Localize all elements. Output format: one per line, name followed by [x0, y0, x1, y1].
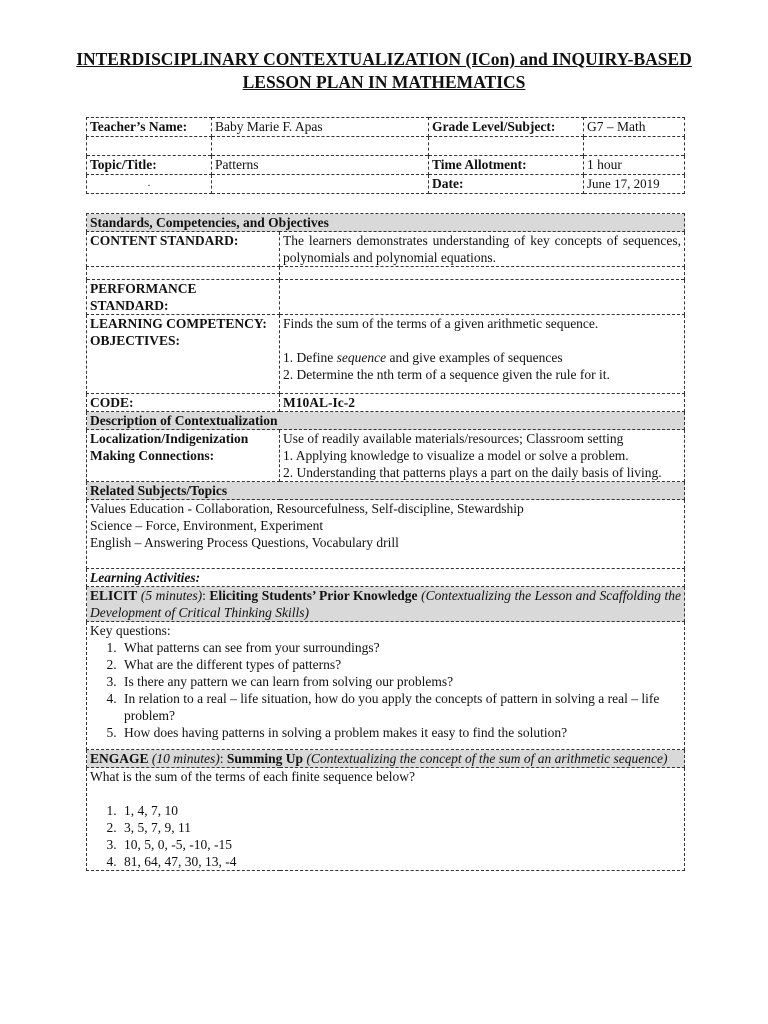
list-item: 3. 10, 5, 0, -5, -10, -15 [120, 836, 681, 853]
engage-description: (Contextualizing the concept of the sum of an arithmetic sequence) [303, 751, 668, 766]
objectives-label: OBJECTIVES: [90, 333, 181, 348]
related-heading: Related Subjects/Topics [87, 482, 685, 500]
engage-body [87, 768, 685, 871]
performance-standard-value [280, 280, 685, 315]
date-value: June 17, 2019 [584, 175, 685, 194]
engage-heading: ENGAGE (10 minutes): Summing Up (Contextualizing the concept of the sum of an arithmetic sequence) [87, 750, 685, 768]
elicit-title: Eliciting Students’ Prior Knowledge [209, 588, 418, 603]
making-connections-label: Making Connections: [90, 448, 215, 463]
list-item: 1. What patterns can see from your surroundings? [120, 639, 681, 656]
code-value: M10AL-Ic-2 [280, 394, 685, 412]
learning-activities-heading: Learning Activities: [87, 569, 685, 587]
time-value: 1 hour [584, 156, 685, 175]
list-item: 5. How does having patterns in solving a problem makes it easy to find the solution? [120, 724, 681, 741]
connection-1: 1. Applying knowledge to visualize a model or solve a problem. [283, 448, 629, 463]
elicit-body-row [87, 622, 685, 750]
list-item: 4. 81, 64, 47, 30, 13, -4 [120, 853, 681, 870]
learning-competency-label: LEARNING COMPETENCY: [90, 316, 267, 331]
document-title-line-1: INTERDISCIPLINARY CONTEXTUALIZATION (ICon) and INQUIRY-BASED [76, 49, 692, 69]
learning-competency-value: Finds the sum of the terms of a given arithmetic sequence. [283, 316, 599, 331]
related-heading-row [87, 482, 685, 500]
list-item: 3. Is there any pattern we can learn from solving our problems? [120, 673, 681, 690]
content-standard-value: The learners demonstrates understanding of key concepts of sequences, polynomials and polynomial equations. [280, 232, 685, 267]
localization-label: Localization/Indigenization [90, 431, 249, 446]
related-item: English – Answering Process Questions, Vocabulary drill [90, 535, 399, 550]
standards-heading: Standards, Competencies, and Objectives [87, 214, 685, 232]
content-standard-label: CONTENT STANDARD: [87, 232, 280, 267]
engage-title: Summing Up [226, 751, 304, 766]
grade-value: G7 – Math [584, 118, 685, 137]
date-row [87, 175, 685, 194]
contextualization-heading-row [87, 412, 685, 430]
objective-2: 2. Determine the nth term of a sequence given the rule for it. [283, 367, 610, 382]
connection-2: 2. Understanding that patterns plays a part on the daily basis of living. [283, 465, 662, 480]
list-item: 2. 3, 5, 7, 9, 11 [120, 819, 681, 836]
related-row [87, 500, 685, 569]
elicit-heading: ELICIT (5 minutes): Eliciting Students’ Prior Knowledge (Contextualizing the Lesson and Scaffolding the Development of Critical Thinking Skills) [87, 587, 685, 622]
date-label: Date: [429, 175, 584, 194]
lesson-plan-table [86, 213, 685, 871]
related-item: Values Education - Collaboration, Resourcefulness, Self-discipline, Stewardship [90, 501, 524, 516]
code-row [87, 394, 685, 412]
topic-row [87, 156, 685, 175]
elicit-label: ELICIT [90, 588, 138, 603]
code-label: CODE: [87, 394, 280, 412]
elicit-description: (Contextualizing the Lesson and Scaffolding the Development of Critical Thinking Skills) [90, 588, 681, 620]
list-item: 4. In relation to a real – life situation, how do you apply the concepts of pattern in solving a real – life problem? [120, 690, 681, 724]
content-standard-row [87, 232, 685, 267]
contextualization-row [87, 430, 685, 482]
engage-label: ENGAGE [90, 751, 149, 766]
list-item: 1. 1, 4, 7, 10 [120, 802, 681, 819]
lesson-info-table [86, 117, 685, 194]
teacher-value: Baby Marie F. Apas [212, 118, 429, 137]
competency-objectives-row [87, 315, 685, 394]
engage-heading-row [87, 750, 685, 768]
contextualization-values [280, 430, 685, 482]
key-questions-intro: Key questions: [90, 623, 171, 638]
contextualization-labels [87, 430, 280, 482]
document-title-line-2: LESSON PLAN IN MATHEMATICS [242, 72, 526, 92]
elicit-heading-row [87, 587, 685, 622]
elicit-body [87, 622, 685, 750]
related-item: Science – Force, Environment, Experiment [90, 518, 324, 533]
performance-standard-row [87, 280, 685, 315]
performance-standard-label: PERFORMANCE STANDARD: [87, 280, 280, 315]
engage-duration: (10 minutes) [148, 751, 220, 766]
learning-activities-row [87, 569, 685, 587]
engage-prompt: What is the sum of the terms of each finite sequence below? [90, 769, 416, 784]
dot-mark: . [87, 175, 212, 194]
sequence-list [90, 802, 681, 870]
elicit-duration: (5 minutes) [137, 588, 203, 603]
objective-1: 1. Define sequence and give examples of sequences [283, 350, 563, 365]
localization-value: Use of readily available materials/resources; Classroom setting [283, 431, 624, 446]
time-label: Time Allotment: [429, 156, 584, 175]
info-gap-row [87, 137, 685, 156]
contextualization-heading: Description of Contextualization [87, 412, 685, 430]
related-list [87, 500, 685, 569]
standards-gap-row [87, 267, 685, 280]
list-item: 2. What are the different types of patterns? [120, 656, 681, 673]
engage-body-row [87, 768, 685, 871]
competency-objectives-values [280, 315, 685, 394]
topic-label: Topic/Title: [87, 156, 212, 175]
grade-label: Grade Level/Subject: [429, 118, 584, 137]
topic-value: Patterns [212, 156, 429, 175]
teacher-label: Teacher’s Name: [87, 118, 212, 137]
competency-objectives-labels [87, 315, 280, 394]
empty-cell [212, 175, 429, 194]
teacher-row [87, 118, 685, 137]
standards-heading-row [87, 214, 685, 232]
key-questions-list [90, 639, 681, 741]
